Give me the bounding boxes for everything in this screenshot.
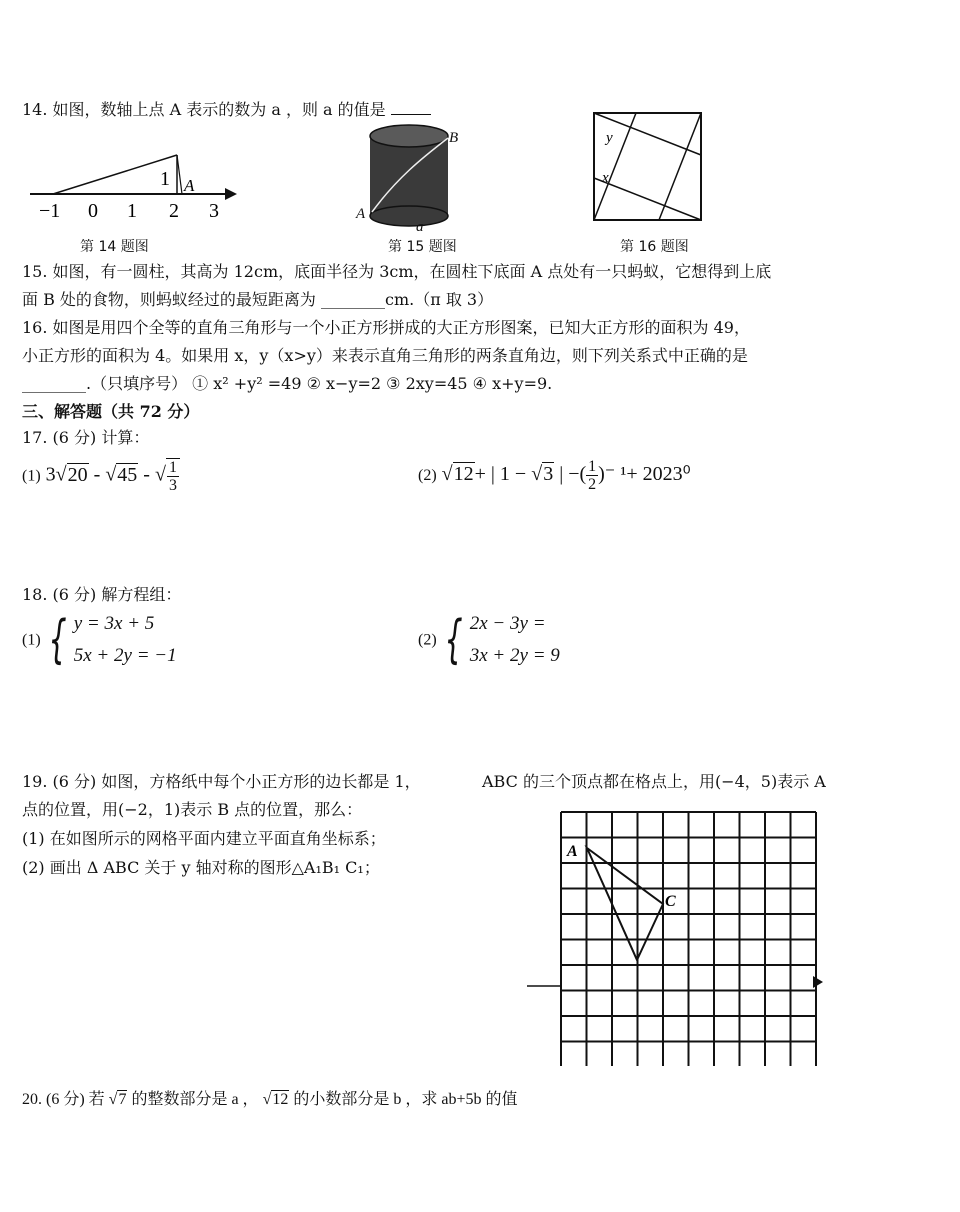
label-y: y xyxy=(606,130,613,146)
number-line-figure xyxy=(25,145,250,225)
question-17-head: 17. (6 分) 计算： xyxy=(22,428,150,447)
cylinder-top xyxy=(370,125,448,147)
cylinder-figure xyxy=(352,118,462,233)
q18-part2: (2) { 2x − 3y = 3x + 2y = 9 xyxy=(418,610,560,670)
question-15-line1: 15. 如图，有一圆柱，其高为 12cm，底面半径为 3cm，在圆柱下底面 A 点处有一只蚂蚁，它想得到上底 xyxy=(22,262,772,281)
figure-16-caption: 第 16 题图 xyxy=(620,239,689,255)
question-19-line1b: ABC 的三个顶点都在格点上，用(−4，5)表示 A xyxy=(482,772,826,791)
label-x: x xyxy=(602,170,609,186)
cylinder-bottom xyxy=(370,206,448,226)
point-b-label: B xyxy=(449,130,459,146)
tick-label: 0 xyxy=(88,200,98,222)
vertex-c-label: C xyxy=(665,893,676,910)
question-16-line2: 小正方形的面积为 4。如果用 x，y（x>y）来表示直角三角形的两条直角边，则下列关系式中正确的是 xyxy=(22,346,748,365)
question-19-line1: 19. (6 分) 如图，方格纸中每个小正方形的边长都是 1， xyxy=(22,772,421,791)
figure-15-caption: 第 15 题图 xyxy=(388,239,457,255)
question-19-line2: 点的位置，用(−2，1)表示 B 点的位置，那么： xyxy=(22,800,363,819)
point-a-label: A xyxy=(356,206,366,222)
tick-label: −1 xyxy=(39,200,61,222)
tick-label: 2 xyxy=(169,200,179,222)
tick-label: 3 xyxy=(209,200,219,222)
q17-part2: (2) √12+ | 1 − √3 | −( $\frac{1}{2}$ )⁻ ¹+ 2023⁰ xyxy=(418,458,691,493)
point-a-label: A xyxy=(184,176,195,195)
leg-label: 1 xyxy=(160,168,170,190)
hypotenuse-line xyxy=(53,155,177,194)
question-15-line2: 面 B 处的食物，则蚂蚁经过的最短距离为 ________cm.（π 取 3） xyxy=(22,290,494,309)
question-20-text: 20. (6 分) 若 √7 的整数部分是 a ， √12 的小数部分是 b ，求 ab+5b 的值 xyxy=(22,1091,518,1108)
q18-part1: (1) { y = 3x + 5 5x + 2y = −1 xyxy=(22,610,177,670)
figure-14-caption: 第 14 题图 xyxy=(80,239,149,255)
question-16-line1: 16. 如图是用四个全等的直角三角形与一个小正方形拼成的大正方形图案，已知大正方形的面积为 49， xyxy=(22,318,750,337)
question-14-text: 14. 如图，数轴上点 A 表示的数为 a ，则 a 的值是 xyxy=(22,100,431,120)
bottom-label: a xyxy=(416,219,424,233)
triangle-abc xyxy=(587,848,663,960)
axis-arrow-icon xyxy=(813,976,823,988)
question-18-head: 18. (6 分) 解方程组： xyxy=(22,585,182,604)
question-16-line3: ________.（只填序号） ① x² +y² =49 ② x−y=2 ③ 2xy=45 ④ x+y=9. xyxy=(22,374,553,393)
axis-arrow-icon xyxy=(225,188,237,200)
grid-lines xyxy=(561,812,816,1066)
tick-label: 1 xyxy=(127,200,137,222)
vertex-a-label: A xyxy=(567,843,578,860)
square-figure xyxy=(590,110,705,225)
q17-part1: (1) 3√20 - √45 - √ $\frac{1}{3}$ xyxy=(22,458,180,494)
question-19-line4: (2) 画出 Δ ABC 关于 y 轴对称的图形△A₁B₁ C₁； xyxy=(22,858,380,877)
section-3-heading: 三、解答题（共 72 分） xyxy=(22,402,200,421)
question-19-line3: (1) 在如图所示的网格平面内建立平面直角坐标系； xyxy=(22,829,386,848)
coordinate-grid-figure xyxy=(525,808,830,1066)
